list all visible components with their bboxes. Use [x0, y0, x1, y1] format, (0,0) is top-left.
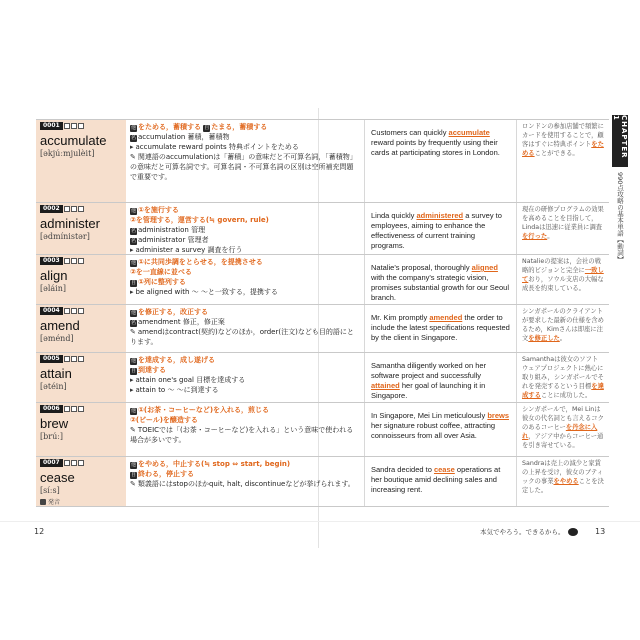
vocab-row	[36, 255, 609, 305]
definition-cell	[126, 255, 364, 304]
entry-number: 0002	[40, 205, 63, 213]
definition-text: accumulation 蓄積，蓄積物	[138, 133, 230, 141]
checkbox-1[interactable]	[64, 258, 70, 264]
definition-text: ①列に整列する	[138, 278, 186, 286]
definition-text: 到達する	[138, 366, 166, 374]
footer-slogan	[480, 527, 578, 536]
part-of-speech-badge: 他	[130, 358, 136, 364]
translation-text: ことに成功した。	[540, 392, 592, 399]
example-sentence-en	[364, 457, 516, 506]
example-bullet-icon: ▸	[130, 143, 134, 151]
entry-number: 0007	[40, 459, 63, 467]
definition-text: 終わる，停止する	[138, 470, 194, 478]
definition-cell	[126, 120, 364, 202]
definition-line	[130, 122, 360, 132]
pronunciation: [əménd]	[40, 334, 74, 343]
definition-line	[130, 142, 360, 152]
translation-text: Samanthaは彼女のソフトウェアプロジェクトに熱心に取り組み，シンガポールでそれを発売するという目標	[522, 356, 604, 390]
example-sentence-en	[364, 203, 516, 254]
definition-line	[130, 132, 360, 142]
definition-text: 関連語のaccumulationは「蓄積」の意味だと不可算名詞，「蓄積物」の意味だと可算名詞です。可算名詞・不可算名詞の区別は空所補充問題で重要です。	[130, 153, 357, 181]
example-sentence-en	[364, 353, 516, 402]
definition-text: accumulate reward points 特典ポイントをためる	[135, 143, 299, 151]
sentence-keyword: accumulate	[448, 128, 490, 137]
headword-cell	[36, 120, 126, 202]
vocab-row	[36, 457, 609, 507]
definition-text: attain one's goal 目標を達成する	[135, 376, 246, 384]
part-of-speech-badge: 他	[130, 408, 136, 414]
pronunciation: [síːs]	[40, 486, 60, 495]
checkbox-1[interactable]	[64, 356, 70, 362]
entry-number-line	[40, 459, 122, 467]
checkbox-1[interactable]	[64, 406, 70, 412]
definition-text: を達成する，成し遂げる	[138, 356, 215, 364]
headword: align	[40, 268, 68, 283]
translation-text: 。	[547, 233, 554, 240]
example-sentence-en	[364, 403, 516, 456]
example-sentence-jp	[516, 403, 609, 456]
definition-cell	[126, 353, 364, 402]
translation-text: ことができる。	[534, 150, 579, 157]
sentence-text: Linda quickly	[371, 211, 417, 220]
translation-text: ことを決定した。	[522, 478, 604, 494]
translation-text: ロンドンの参加店舗で頻繁にカードを使用することで，顧客はすぐに特典ポイント	[522, 123, 604, 148]
definition-cell	[126, 403, 364, 456]
definition-text: ①に共同歩調をとらせる，を提携させる	[138, 258, 263, 266]
pronunciation-note	[40, 497, 122, 506]
definition-text: be aligned with ～ ～と一致する，提携する	[135, 288, 278, 296]
entry-number: 0004	[40, 307, 63, 315]
note-icon: ✎	[130, 426, 136, 434]
definition-text: ②を管理する，運営する(≒ govern, rule)	[130, 216, 269, 224]
headword-cell	[36, 305, 126, 352]
vocab-row	[36, 203, 609, 255]
sentence-text: Customers can quickly	[371, 128, 449, 137]
definition-text: administration 管理	[138, 226, 206, 234]
definition-line	[130, 479, 360, 489]
definition-text: 類義語にはstopのほかquit, halt, discontinueなどが挙げられます。	[137, 480, 355, 488]
checkbox-2[interactable]	[71, 123, 77, 129]
definition-line	[130, 385, 360, 395]
definition-line	[130, 425, 360, 445]
definition-cell	[126, 457, 364, 506]
sentence-text: Samantha diligently worked on her software project and successfully	[371, 361, 487, 380]
translation-text: シンガポールのクライアントが要求した最新の仕様を含めるため，Kimさんは即座に注文	[522, 308, 604, 342]
definition-text: ②(ビール)を醸造する	[130, 416, 198, 424]
translation-keyword: をやめる	[553, 478, 579, 485]
chapter-side-title: 990点攻略の基本単語【動詞】	[616, 172, 624, 263]
example-sentence-en	[364, 305, 516, 352]
pronunciation: [brúː]	[40, 432, 64, 441]
entry-number-line	[40, 122, 122, 130]
checkbox-3[interactable]	[78, 308, 84, 314]
checkbox-2[interactable]	[71, 460, 77, 466]
slogan-text: 本気でやろう。できるから。	[480, 528, 565, 536]
definition-text: TOEICでは「(お茶・コーヒーなど)を入れる」という意味で使われる場合が多いです。	[130, 426, 354, 444]
translation-text: ，アジア中からコーヒー通を引き寄せている。	[522, 433, 604, 449]
part-of-speech-badge: 自	[130, 280, 136, 286]
vocab-row	[36, 353, 609, 403]
audio-icon	[40, 499, 46, 505]
example-sentence-jp	[516, 353, 609, 402]
sentence-keyword: brews	[487, 411, 509, 420]
translation-keyword: を行った	[522, 233, 548, 240]
checkbox-3[interactable]	[78, 460, 84, 466]
sentence-text: Mr. Kim promptly	[371, 313, 430, 322]
definition-text: たまる，蓄積する	[211, 123, 268, 131]
checkbox-3[interactable]	[78, 406, 84, 412]
note-icon: ✎	[130, 328, 136, 336]
definition-text: attain to ～ ～に到達する	[135, 386, 219, 394]
example-sentence-jp	[516, 305, 609, 352]
entry-number-line	[40, 205, 122, 213]
part-of-speech-badge: 他	[130, 462, 136, 468]
headword-cell	[36, 255, 126, 304]
sentence-text: the order to include the latest specifications requested by the client in Singapore.	[371, 313, 510, 342]
part-of-speech-badge: 自	[204, 125, 210, 131]
checkbox-2[interactable]	[71, 258, 77, 264]
checkbox-2[interactable]	[71, 356, 77, 362]
headword-cell	[36, 403, 126, 456]
headword: amend	[40, 318, 80, 333]
definition-line	[130, 287, 360, 297]
part-of-speech-badge: 他	[130, 208, 136, 214]
sentence-text: Natalie's proposal, thoroughly	[371, 263, 472, 272]
definition-line	[130, 235, 360, 245]
checkbox-3[interactable]	[78, 123, 84, 129]
example-bullet-icon: ▸	[130, 376, 134, 384]
definition-text: をためる，蓄積する	[138, 123, 201, 131]
definition-line	[130, 267, 360, 277]
definition-text: administer a survey 調査を行う	[135, 246, 243, 254]
sentence-keyword: attained	[371, 381, 400, 390]
headword: attain	[40, 366, 72, 381]
entry-number-line	[40, 257, 122, 265]
part-of-speech-badge: 名	[130, 135, 136, 141]
definition-text: を修正する，改正する	[138, 308, 208, 316]
example-sentence-jp	[516, 255, 609, 304]
entry-number-line	[40, 405, 122, 413]
part-of-speech-badge: 他	[130, 125, 136, 131]
vocab-row	[36, 403, 609, 457]
headword-cell	[36, 353, 126, 402]
part-of-speech-badge: 名	[130, 228, 136, 234]
sentence-text: In Singapore, Mei Lin meticulously	[371, 411, 488, 420]
headword: accumulate	[40, 133, 107, 148]
part-of-speech-badge: 名	[130, 320, 136, 326]
headword-cell	[36, 457, 126, 506]
sentence-keyword: amended	[429, 313, 463, 322]
definition-cell	[126, 203, 364, 254]
sentence-keyword: administered	[416, 211, 464, 220]
definition-line	[130, 307, 360, 317]
checkbox-3[interactable]	[78, 206, 84, 212]
definition-line	[130, 415, 360, 425]
vocab-table	[36, 119, 609, 507]
example-sentence-en	[364, 120, 516, 202]
definition-line	[130, 355, 360, 365]
pronunciation: [əkjúːmjulèit]	[40, 149, 95, 158]
definition-text: をやめる，中止する(≒ stop ⇔ start, begin)	[138, 460, 291, 468]
sentence-text: Sandra decided to	[371, 465, 434, 474]
sentence-text: with the company's strategic vision, promises substantial growth for our Seoul branch.	[371, 273, 509, 302]
note-icon: ✎	[130, 480, 136, 488]
definition-line	[130, 215, 360, 225]
checkbox-2[interactable]	[71, 206, 77, 212]
headword: brew	[40, 416, 69, 431]
headword: cease	[40, 470, 75, 485]
definition-text: ②を一直線に並べる	[130, 268, 192, 276]
definition-text: ①を施行する	[138, 206, 179, 214]
translation-text: Natalieの提案は，会社の戦略的ビジョンと完全に	[522, 258, 601, 274]
entry-number-line	[40, 355, 122, 363]
checkbox-1[interactable]	[64, 123, 70, 129]
checkbox-1[interactable]	[64, 308, 70, 314]
translation-text: シンガポールで，Mei Linは彼女の代名詞とも言えるコクのあるコーヒー	[522, 406, 604, 431]
pronunciation: [əláin]	[40, 284, 67, 293]
example-sentence-en	[364, 255, 516, 304]
example-bullet-icon: ▸	[130, 386, 134, 394]
definition-line	[130, 225, 360, 235]
definition-text: administrator 管理者	[138, 236, 209, 244]
example-bullet-icon: ▸	[130, 246, 134, 254]
sentence-text: a survey to employees, aiming to enhance the effectiveness of current training programs.	[371, 211, 502, 250]
checkbox-2[interactable]	[71, 406, 77, 412]
definition-line	[130, 365, 360, 375]
page-number-left: 12	[34, 527, 45, 536]
publisher-badge-icon	[568, 528, 578, 536]
definition-cell	[126, 305, 364, 352]
definition-line	[130, 405, 360, 415]
entry-number: 0001	[40, 122, 63, 130]
definition-line	[130, 152, 360, 182]
definition-line	[130, 205, 360, 215]
definition-text: amendはcontract(契約)などのほか，order(注文)なども目的語にとります。	[130, 328, 354, 346]
entry-number-line	[40, 307, 122, 315]
part-of-speech-badge: 自	[130, 368, 136, 374]
sentence-text: her goal of launching it in Singapore.	[371, 381, 486, 400]
definition-line	[130, 459, 360, 469]
definition-text: ①(お茶・コーヒーなど)を入れる，煎じる	[138, 406, 270, 414]
headword: administer	[40, 216, 100, 231]
translation-text: おり，ソウル支店の大幅な成長を約束している。	[522, 276, 604, 292]
checkbox-1[interactable]	[64, 460, 70, 466]
checkbox-2[interactable]	[71, 308, 77, 314]
translation-text: Sandraは売上の減少と家賃の上昇を受け，彼女のブティックの事業	[522, 460, 604, 485]
definition-line	[130, 245, 360, 255]
translation-keyword: 一致して	[522, 267, 604, 283]
entry-number: 0005	[40, 355, 63, 363]
definition-line	[130, 317, 360, 327]
vocab-row	[36, 305, 609, 353]
chapter-tab: CHAPTER 1	[612, 115, 628, 167]
entry-number: 0006	[40, 405, 63, 413]
checkbox-3[interactable]	[78, 258, 84, 264]
page-number-right: 13	[595, 527, 606, 536]
translation-keyword: を修正した	[528, 335, 560, 342]
footer-rule	[0, 521, 640, 522]
sentence-text: operations at her boutique amid declining sales and increasing rent.	[371, 465, 501, 494]
checkbox-1[interactable]	[64, 206, 70, 212]
translation-keyword: を達成する	[522, 383, 604, 399]
example-sentence-jp	[516, 120, 609, 202]
part-of-speech-badge: 他	[130, 260, 136, 266]
definition-line	[130, 257, 360, 267]
entry-number: 0003	[40, 257, 63, 265]
headword-cell	[36, 203, 126, 254]
pronunciation: [ədmínistər]	[40, 232, 90, 241]
sentence-text: her signature robust coffee, attracting connoisseurs from all over Asia.	[371, 421, 496, 440]
example-bullet-icon: ▸	[130, 288, 134, 296]
definition-line	[130, 469, 360, 479]
definition-text: amendment 修正，修正案	[138, 318, 225, 326]
example-sentence-jp	[516, 203, 609, 254]
definition-line	[130, 327, 360, 347]
pronunciation-note-label: 発音	[48, 499, 61, 506]
translation-keyword: をためる	[522, 141, 604, 157]
sentence-keyword: aligned	[471, 263, 498, 272]
note-icon: ✎	[130, 153, 136, 161]
translation-keyword: を丹念に入れ	[522, 424, 598, 440]
sentence-keyword: cease	[433, 465, 455, 474]
pronunciation: [ətéin]	[40, 382, 67, 391]
part-of-speech-badge: 自	[130, 472, 136, 478]
part-of-speech-badge: 名	[130, 238, 136, 244]
checkbox-3[interactable]	[78, 356, 84, 362]
vocab-row	[36, 119, 609, 203]
definition-line	[130, 277, 360, 287]
example-sentence-jp	[516, 457, 609, 506]
translation-text: 現在の研修プログラムの効果を高めることを目指して，Lindaは迅速に従業員に調査	[522, 206, 604, 231]
translation-text: 。	[559, 335, 567, 342]
part-of-speech-badge: 他	[130, 310, 136, 316]
definition-line	[130, 375, 360, 385]
sentence-text: reward points by frequently using their cards at participating stores in London.	[371, 138, 500, 157]
